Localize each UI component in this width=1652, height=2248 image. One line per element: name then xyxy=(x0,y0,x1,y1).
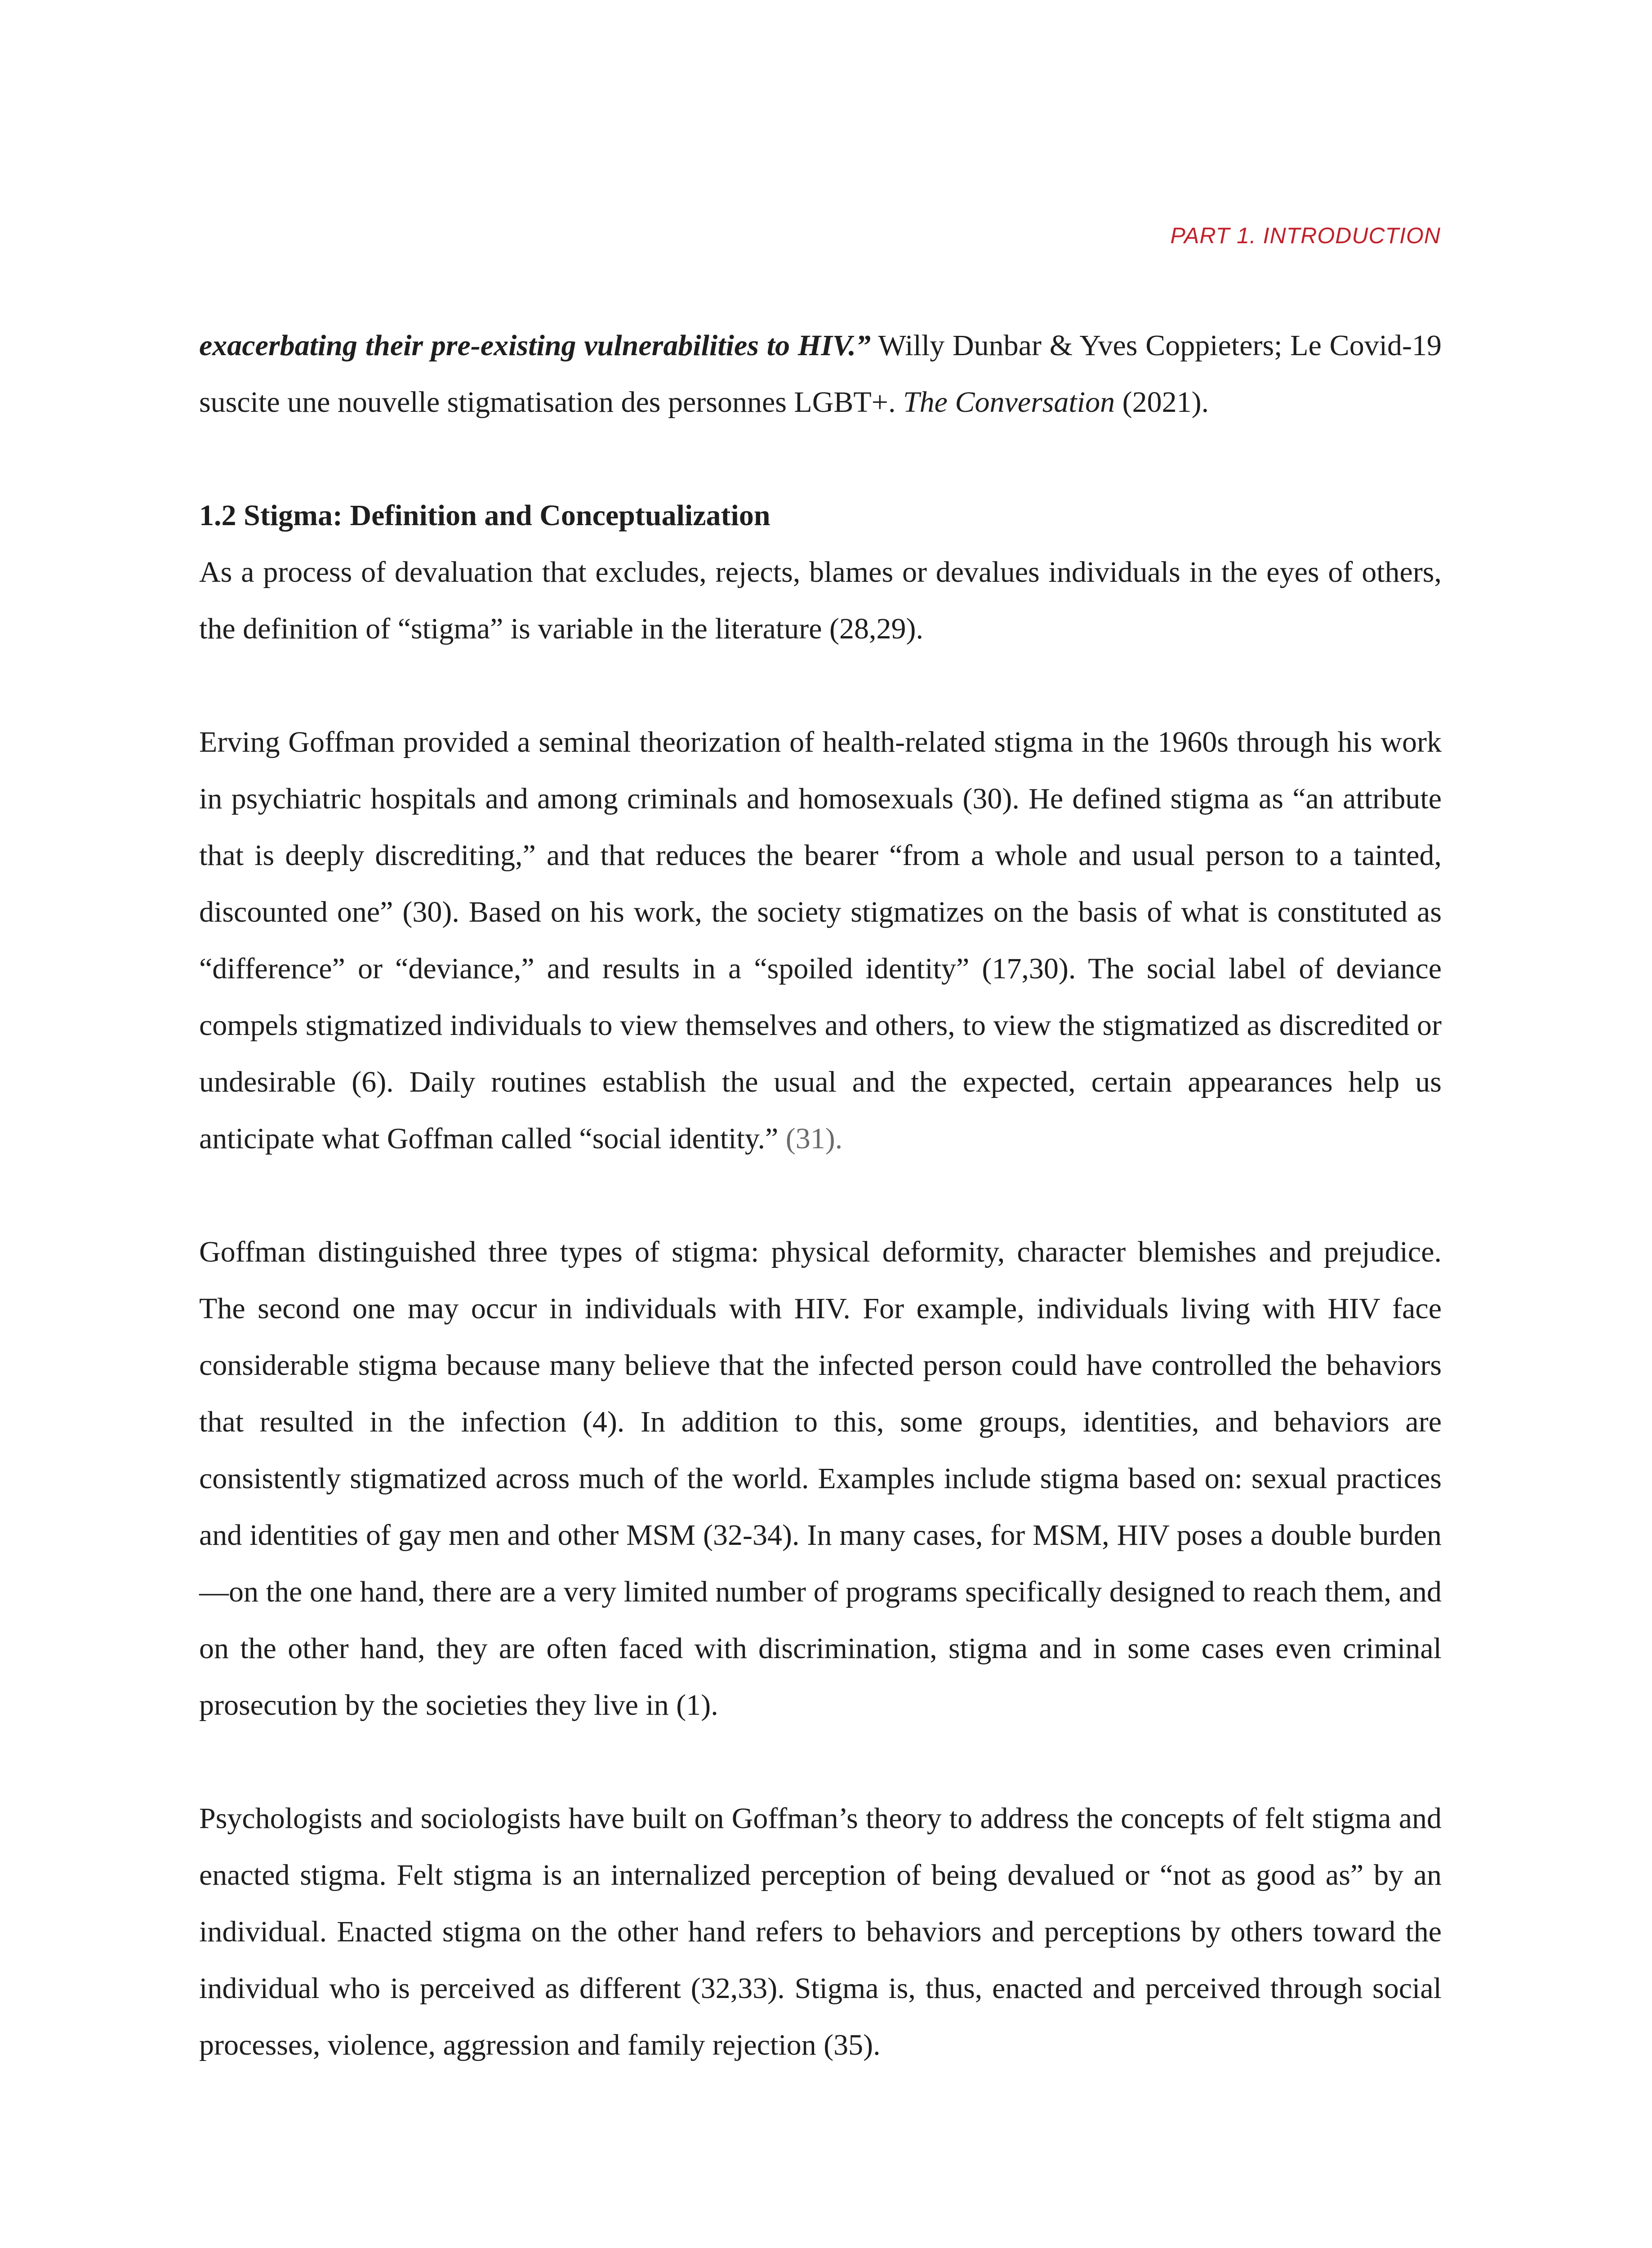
paragraph-types-of-stigma: Goffman distinguished three types of stigma: physical deformity, character blemishes and prejudice. The second one may occur in individuals with HIV. For example, individuals living with HIV face considerable stigma because many believe that the infected person could have controlled the behaviors that resulted in the infection (4). In addition to this, some groups, identities, and behaviors are consistently stigmatized across much of the world. Examples include stigma based on: sexual practices and identities of gay men and other MSM (32-34). In many cases, for MSM, HIV poses a double burden—on the one hand, there are a very limited number of programs specifically designed to reach them, and on the other hand, they are often faced with discrimination, stigma and in some cases even criminal prosecution by the societies they live in (1). xyxy=(199,1236,1442,1722)
citation-31: (31). xyxy=(785,1122,843,1155)
running-header: PART 1. INTRODUCTION xyxy=(1170,223,1441,248)
quote-end: exacerbating their pre-existing vulnerabilities to HIV.” xyxy=(199,329,871,362)
paragraph-definition: As a process of devaluation that excludes, rejects, blames or devalues individuals in the eyes of others, the definition of “stigma” is variable in the literature (28,29). xyxy=(199,556,1442,645)
quote-attribution: Willy Dunbar & Yves Coppieters; Le Covid-19 suscite une nouvelle stigmatisation des personnes LGBT+. xyxy=(199,329,1442,419)
paragraph-goffman-text: Erving Goffman provided a seminal theorization of health-related stigma in the 1960s through his work in psychiatric hospitals and among criminals and homosexuals (30). He defined stigma as “an attribute that is deeply discrediting,” and that reduces the bearer “from a whole and usual person to a tainted, discounted one” (30). Based on his work, the society stigmatizes on the basis of what is constituted as “difference” or “deviance,” and results in a “spoiled identity” (17,30). The social label of deviance compels stigmatized individuals to view themselves and others, to view the stigmatized as discredited or undesirable (6). Daily routines establish the usual and the expected, certain appearances help us anticipate what Goffman called “social identity.” xyxy=(199,726,1442,1155)
paragraph-goffman xyxy=(199,714,1442,1167)
quote-paragraph xyxy=(199,317,1442,431)
body-text xyxy=(199,317,1442,2074)
quote-source: The Conversation xyxy=(903,386,1115,419)
section-heading: 1.2 Stigma: Definition and Conceptualization xyxy=(199,499,770,532)
quote-year: (2021). xyxy=(1115,386,1209,419)
paragraph-felt-enacted: Psychologists and sociologists have built on Goffman’s theory to address the concepts of felt stigma and enacted stigma. Felt stigma is an internalized perception of being devalued or “not as good as” by an individual. Enacted stigma on the other hand refers to behaviors and perceptions by others toward the individual who is perceived as different (32,33). Stigma is, thus, enacted and perceived through social processes, violence, aggression and family rejection (35). xyxy=(199,1802,1442,2061)
